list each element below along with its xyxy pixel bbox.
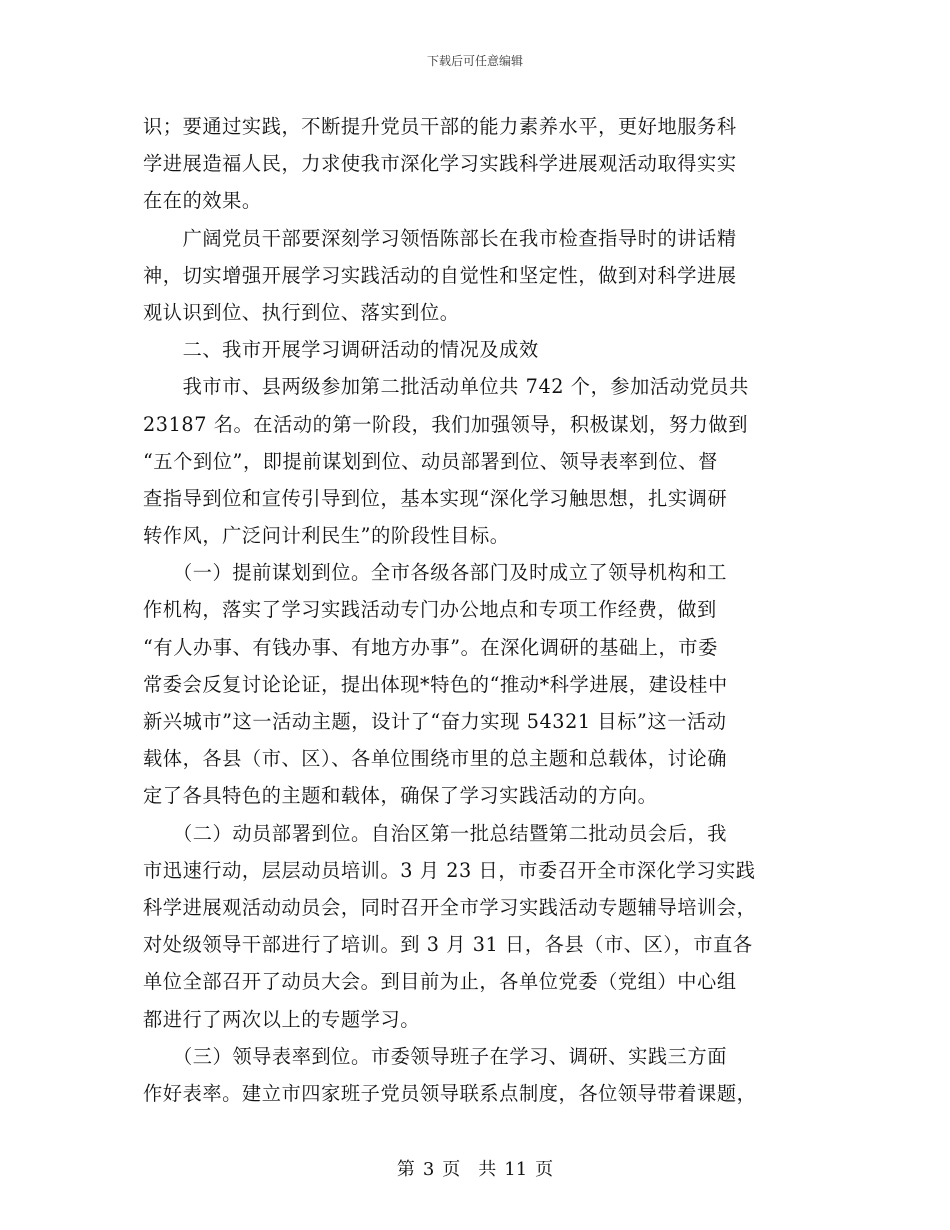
text-line: 作机构，落实了学习实践活动专门办公地点和专项工作经费，做到 — [143, 598, 717, 622]
footer-suffix: 页 — [535, 1159, 554, 1180]
text-line: （一）提前谋划到位。全市各级各部门及时成立了领导机构和工 — [143, 561, 728, 585]
text-line: 新兴城市”这一活动主题，设计了“奋力实现 54321 目标”这一活动 — [143, 710, 727, 733]
total-pages: 11 — [504, 1159, 528, 1180]
text-line: 神，切实增强开展学习实践活动的自觉性和坚定性，做到对科学进展 — [143, 263, 737, 287]
text-line: 23187 名。在活动的第一阶段，我们加强领导，积极谋划，努力做到 — [143, 412, 748, 436]
document-body — [143, 108, 807, 1112]
text-line: 学进展造福人民，力求使我市深化学习实践科学进展观活动取得实实 — [143, 152, 737, 176]
text-line: 识；要通过实践，不断提升党员干部的能力素养水平，更好地服务科 — [143, 115, 737, 138]
text-line: 对处级领导干部进行了培训。到 3 月 31 日，各县（市、区），市直各 — [143, 933, 753, 957]
text-line: 科学进展观活动动员会，同时召开全市学习实践活动专题辅导培训会， — [143, 895, 757, 919]
footer-mid: 页 共 — [442, 1159, 497, 1180]
text-line: 在在的效果。 — [143, 189, 262, 213]
text-line: 我市市、县两级参加第二批活动单位共 742 个，参加活动党员共 — [143, 375, 749, 399]
text-line: 单位全部召开了动员大会。到目前为止，各单位党委（党组）中心组 — [143, 970, 737, 994]
text-line: 市迅速行动，层层动员培训。3 月 23 日，市委召开全市深化学习实践 — [143, 858, 756, 882]
text-line: 广阔党员干部要深刻学习领悟陈部长在我市检查指导时的讲话精 — [143, 226, 737, 250]
text-line: （三）领导表率到位。市委领导班子在学习、调研、实践三方面 — [143, 1044, 728, 1068]
text-line: 二、我市开展学习调研活动的情况及成效 — [143, 338, 539, 362]
page-footer — [0, 1155, 950, 1181]
text-line: 常委会反复讨论论证，提出体现*特色的“推动*科学进展，建设桂中 — [143, 672, 728, 696]
text-line: 载体，各县（市、区）、各单位围绕市里的总主题和总载体，讨论确 — [143, 747, 728, 771]
text-line: “五个到位”，即提前谋划到位、动员部署到位、领导表率到位、督 — [143, 449, 718, 473]
text-line: “有人办事、有钱办事、有地方办事”。在深化调研的基础上，市委 — [143, 635, 718, 659]
text-line: 观认识到位、执行到位、落实到位。 — [143, 300, 460, 324]
current-page-number: 3 — [422, 1159, 435, 1180]
text-line: 转作风，广泛问计利民生”的阶段性目标。 — [143, 524, 510, 548]
text-line: 查指导到位和宣传引导到位，基本实现“深化学习触思想，扎实调研 — [143, 486, 728, 510]
text-line: 定了各具特色的主题和载体，确保了学习实践活动的方向。 — [143, 784, 658, 808]
text-line: 作好表率。建立市四家班子党员领导联系点制度，各位领导带着课题， — [143, 1081, 757, 1105]
footer-prefix: 第 — [396, 1159, 415, 1180]
text-line: 都进行了两次以上的专题学习。 — [143, 1007, 421, 1031]
text-line: （二）动员部署到位。自治区第一批总结暨第二批动员会后，我 — [143, 821, 728, 845]
page-header: 下载后可任意编辑 — [426, 54, 523, 68]
